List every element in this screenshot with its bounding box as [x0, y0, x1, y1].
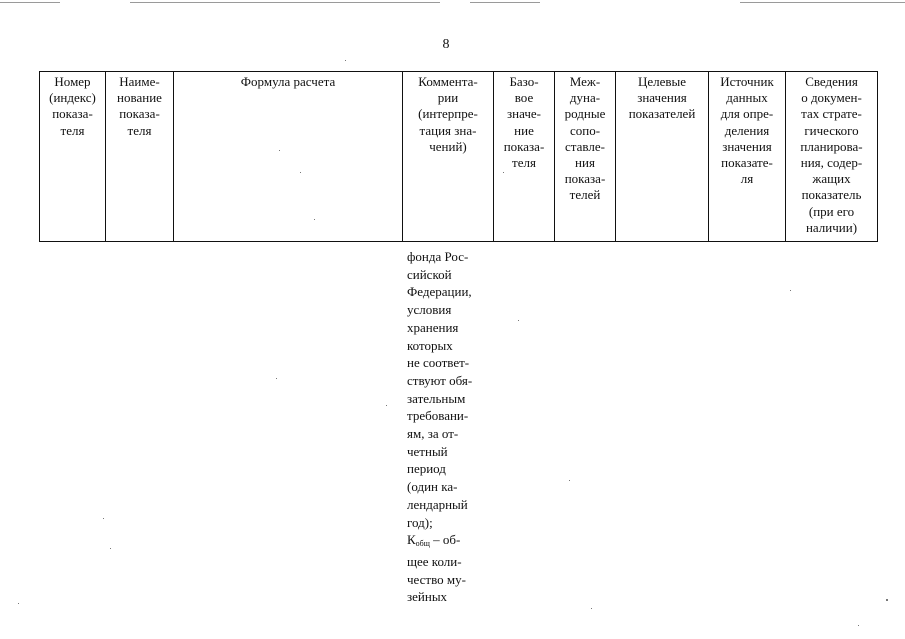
header-cell-international-comparisons: Меж- дуна- родные сопо- ставле- ния показа- телей: [555, 72, 616, 242]
header-cell-indicator-name: Наиме- нование показа- теля: [106, 72, 174, 242]
formula-subscript: общ: [415, 539, 430, 549]
scan-top-line-4: [740, 2, 905, 3]
scan-speck: [569, 480, 570, 481]
header-cell-comments: Коммента- рии (интерпре- тация зна- чений): [403, 72, 494, 242]
scan-speck: [386, 405, 387, 406]
formula-symbol: К: [407, 532, 416, 548]
comments-continuation-text: фонда Рос- сийской Федерации, условия хранения которых не соответ- ствуют обя- зательным требовани- ям, за от- четный период (один ка- лендарный год); $К_{общ} - об-$ щее коли- чество му- зейных: [407, 249, 473, 605]
scan-speck: [858, 625, 859, 626]
header-cell-indicator-number: Номер (индекс) показа- теля: [40, 72, 106, 242]
scan-speck: [110, 548, 111, 549]
scan-speck: [279, 150, 280, 151]
scan-top-line-3: [470, 2, 540, 3]
header-cell-data-source: Источник данных для опре- деления значения показате- ля: [709, 72, 786, 242]
header-cell-calculation-formula: Формула расчета: [174, 72, 403, 242]
page-number: 8: [442, 37, 450, 52]
header-cell-target-values: Целевые значения показателей: [616, 72, 709, 242]
scan-speck: [518, 320, 519, 321]
scan-speck: [591, 608, 592, 609]
scan-speck: [503, 172, 504, 173]
scan-speck: [300, 172, 301, 173]
scan-speck: [103, 518, 104, 519]
scan-top-line-1: [0, 2, 60, 3]
scan-speck: [276, 378, 277, 379]
header-cell-strategic-documents: Сведения о докумен- тах страте- гического планирова- ния, содер- жащих показатель (при его наличии): [786, 72, 878, 242]
header-cell-base-value: Базо- вое значе- ние показа- теля: [494, 72, 555, 242]
scan-speck: [18, 603, 19, 604]
scan-speck: [886, 599, 888, 601]
table-header-row: [40, 72, 878, 242]
scan-top-line-2: [130, 2, 440, 3]
indicator-table-header: [39, 71, 878, 242]
scan-speck: [790, 290, 791, 291]
scan-speck: [314, 219, 315, 220]
scan-speck: [345, 60, 346, 61]
